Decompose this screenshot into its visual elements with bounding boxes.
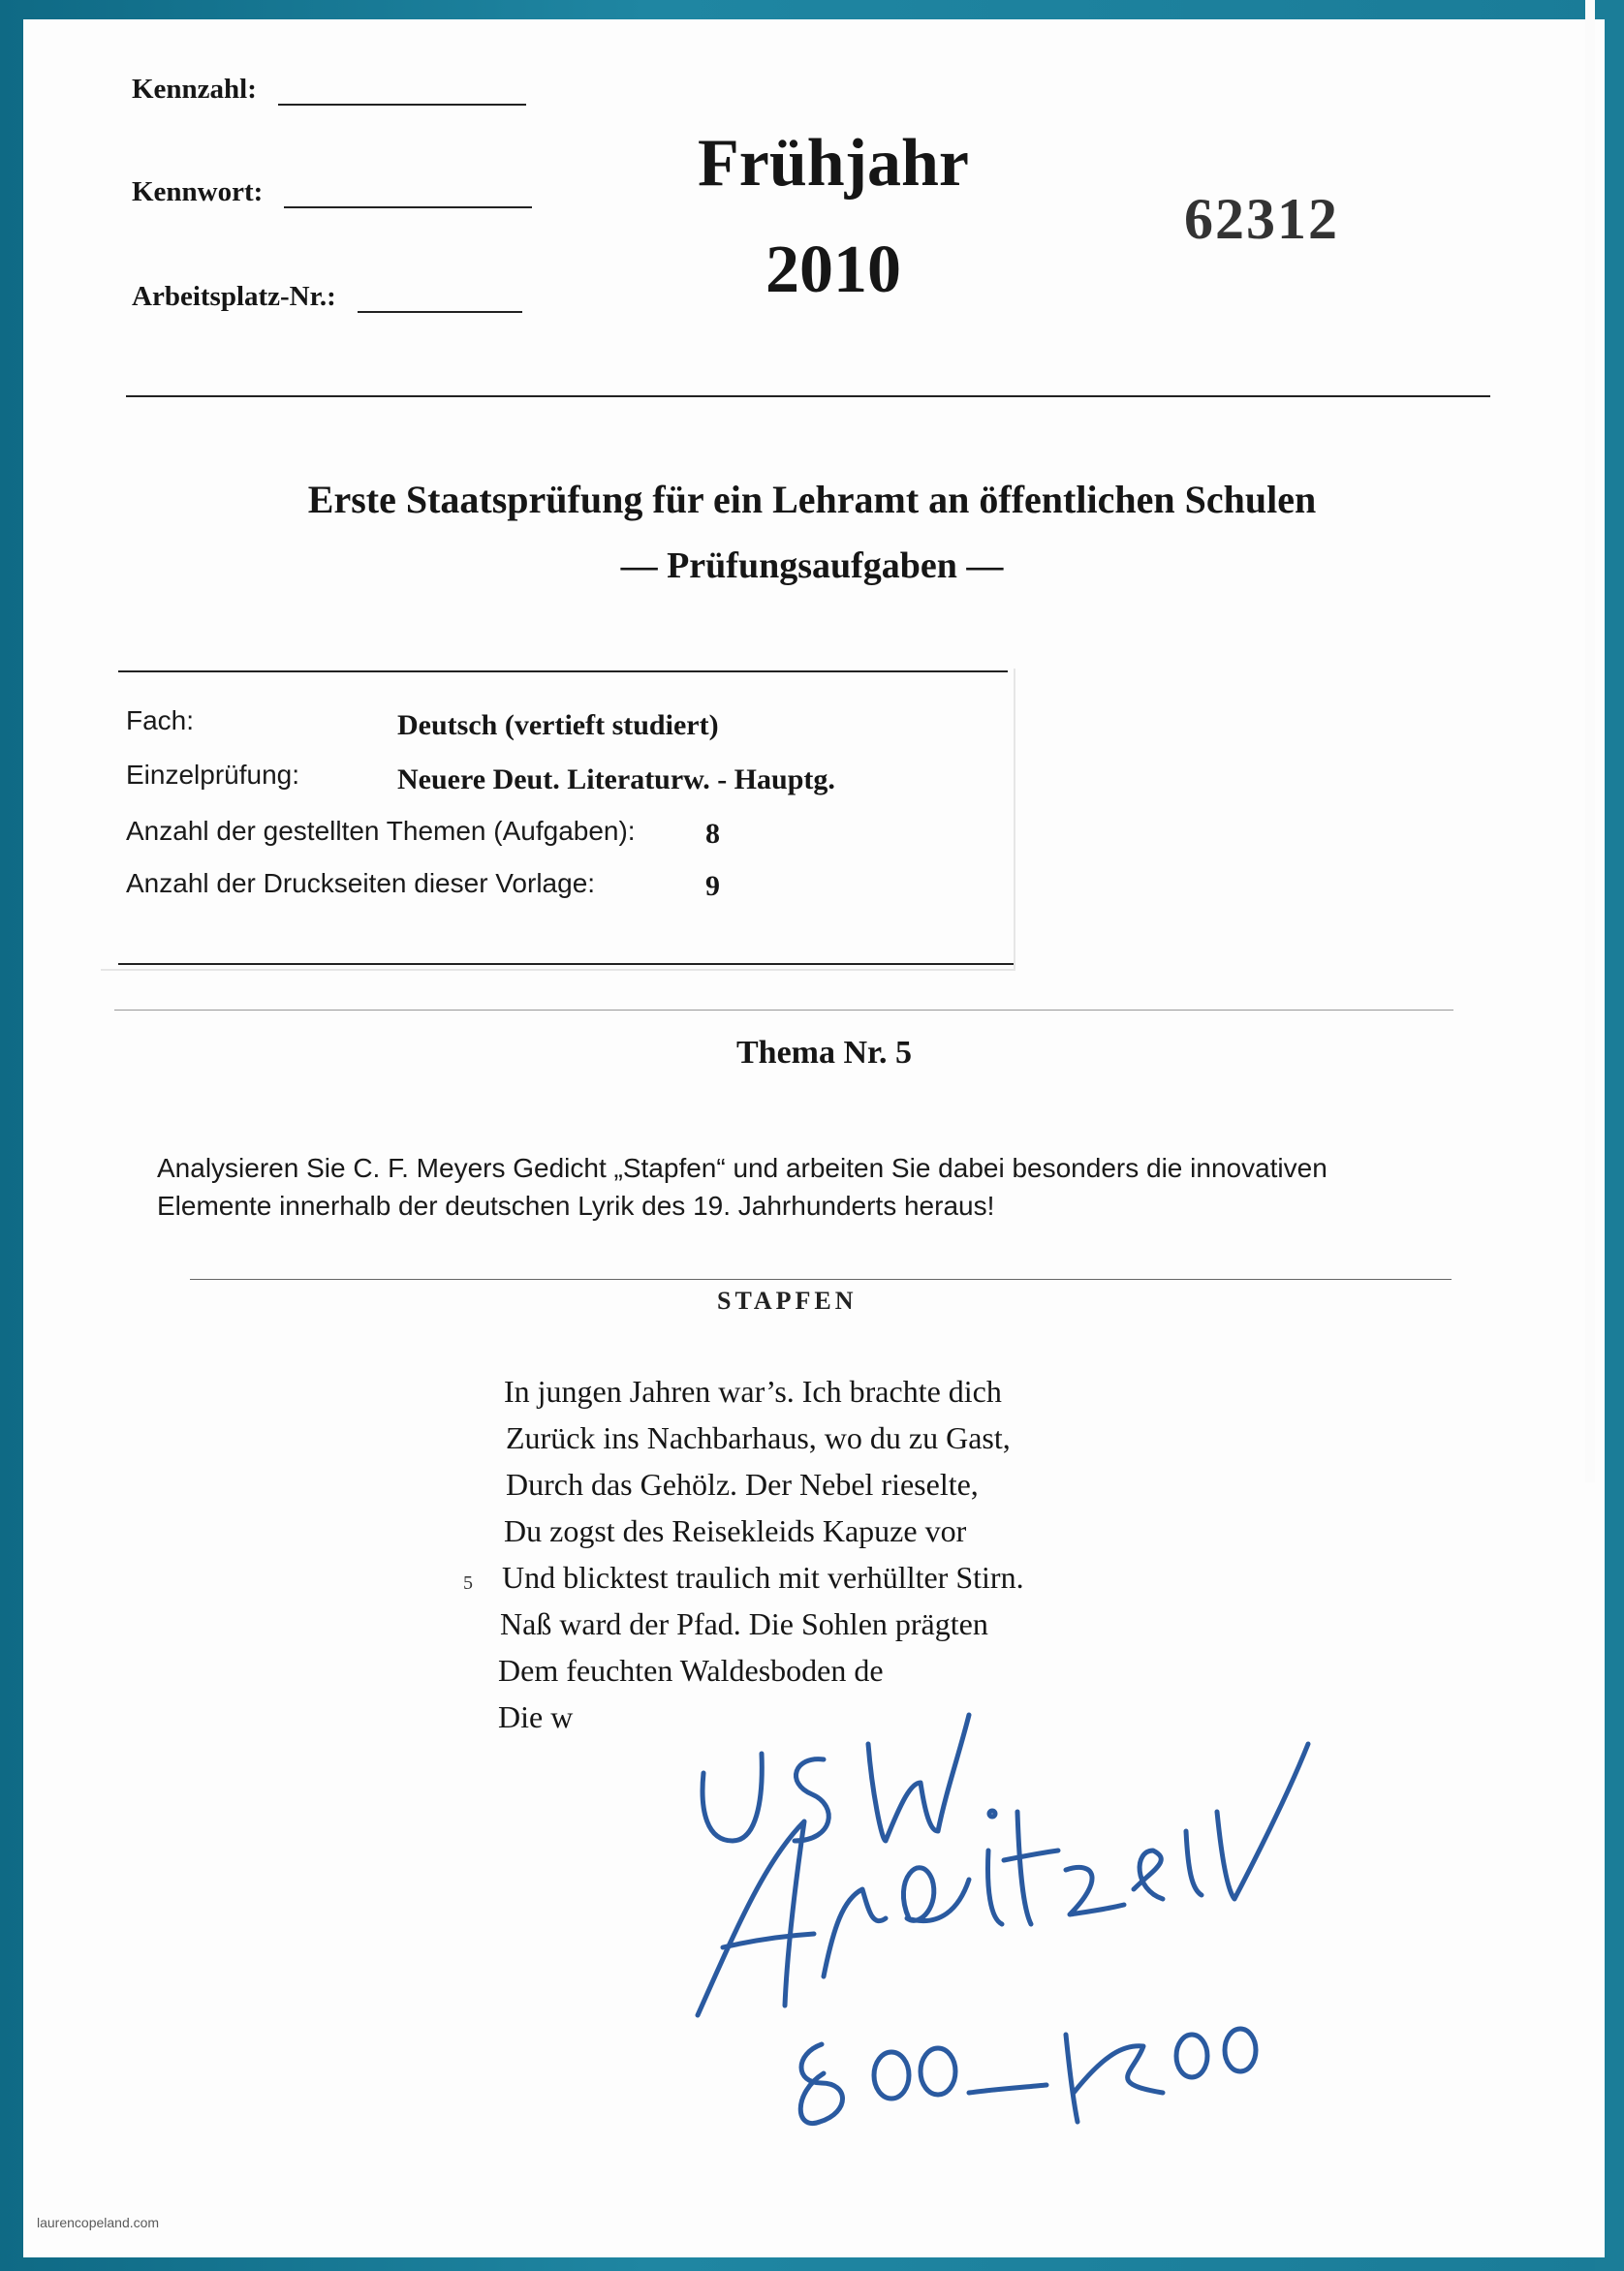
poem-line-number: 5 (463, 1572, 473, 1594)
field-blank-line (358, 286, 522, 313)
handwriting-stroke (969, 2085, 1046, 2093)
task-text (157, 1149, 1475, 1225)
divider (118, 963, 1014, 965)
paper-edge (1585, 0, 1595, 1482)
handwriting-stroke (1186, 1831, 1202, 1895)
handwritten-note (678, 1686, 1357, 2151)
divider (126, 395, 1490, 397)
handwriting-stroke (903, 1868, 969, 1921)
poem-line: Zurück ins Nachbarhaus, wo du zu Gast, (506, 1420, 1011, 1455)
handwriting-stroke (1004, 1812, 1058, 1924)
field-label: Kennwort: (132, 176, 264, 207)
topics-label: Anzahl der gestellten Themen (Aufgaben): (126, 816, 636, 846)
topics-value: 8 (705, 818, 720, 850)
field-blank-line (278, 78, 526, 106)
exam-subtitle: — Prüfungsaufgaben — (620, 545, 1004, 586)
part-value: Neuere Deut. Literaturw. - Hauptg. (397, 763, 835, 795)
handwriting-stroke (874, 2052, 909, 2099)
field-label: Kennzahl: (132, 74, 257, 105)
poem-line: Naß ward der Pfad. Die Sohlen prägten (500, 1606, 988, 1641)
subject-value: Deutsch (vertieft studiert) (397, 709, 719, 741)
subject-label: Fach: (126, 705, 195, 735)
handwriting-stroke (824, 1889, 886, 1976)
handwriting-stroke (698, 1821, 804, 2015)
field-kennwort (132, 176, 532, 208)
pages-value: 9 (705, 870, 720, 902)
handwriting-stroke (1134, 1851, 1163, 1899)
poem-title: STAPFEN (717, 1287, 858, 1315)
exam-code: 62312 (1184, 187, 1339, 251)
field-arbeitsplatz (132, 281, 522, 313)
poem-line: Die w (498, 1699, 574, 1734)
handwriting-stroke (1225, 2029, 1256, 2071)
poem-line: Du zogst des Reisekleids Kapuze vor (504, 1513, 967, 1548)
field-blank-line (284, 181, 532, 208)
task-title: Thema Nr. 5 (736, 1035, 913, 1071)
exam-year: 2010 (765, 233, 901, 307)
divider (118, 670, 1008, 672)
handwriting-stroke (1066, 1867, 1124, 1914)
poem-line: Dem feuchten Waldesboden de (498, 1653, 884, 1688)
handwriting-stroke (988, 1851, 1002, 1924)
handwriting-stroke (723, 1934, 814, 1947)
poem-line: Und blicktest traulich mit verhüllter Stirn. (502, 1560, 1024, 1595)
poem-line: Durch das Gehölz. Der Nebel rieselte, (506, 1467, 979, 1502)
handwriting-stroke (1217, 1744, 1308, 1899)
handwriting-stroke (868, 1715, 969, 1841)
pages-label: Anzahl der Druckseiten dieser Vorlage: (126, 868, 596, 898)
exam-term: Frühjahr (698, 126, 969, 201)
field-kennzahl (132, 74, 526, 106)
handwriting-stroke (921, 2048, 955, 2095)
divider (190, 1279, 1452, 1280)
task-text-line: Analysieren Sie C. F. Meyers Gedicht „Stapfen“ und arbeiten Sie dabei besonders die innovativen (157, 1153, 1327, 1183)
handwriting-stroke (1176, 2035, 1207, 2077)
exam-title: Erste Staatsprüfung für ein Lehramt an öffentlichen Schulen (307, 478, 1317, 521)
field-label: Arbeitsplatz-Nr.: (132, 281, 336, 312)
handwriting-stroke (989, 1811, 995, 1817)
handwriting-stroke (1066, 2035, 1163, 2122)
handwriting-stroke (703, 1754, 762, 1841)
task-text-line: Elemente innerhalb der deutschen Lyrik des 19. Jahrhunderts heraus! (157, 1191, 995, 1221)
poem-line: In jungen Jahren war’s. Ich brachte dich (504, 1374, 1002, 1409)
watermark: laurencopeland.com (37, 2215, 160, 2230)
handwriting-stroke (800, 2044, 842, 2124)
part-label: Einzelprüfung: (126, 760, 300, 790)
divider (114, 1010, 1453, 1011)
